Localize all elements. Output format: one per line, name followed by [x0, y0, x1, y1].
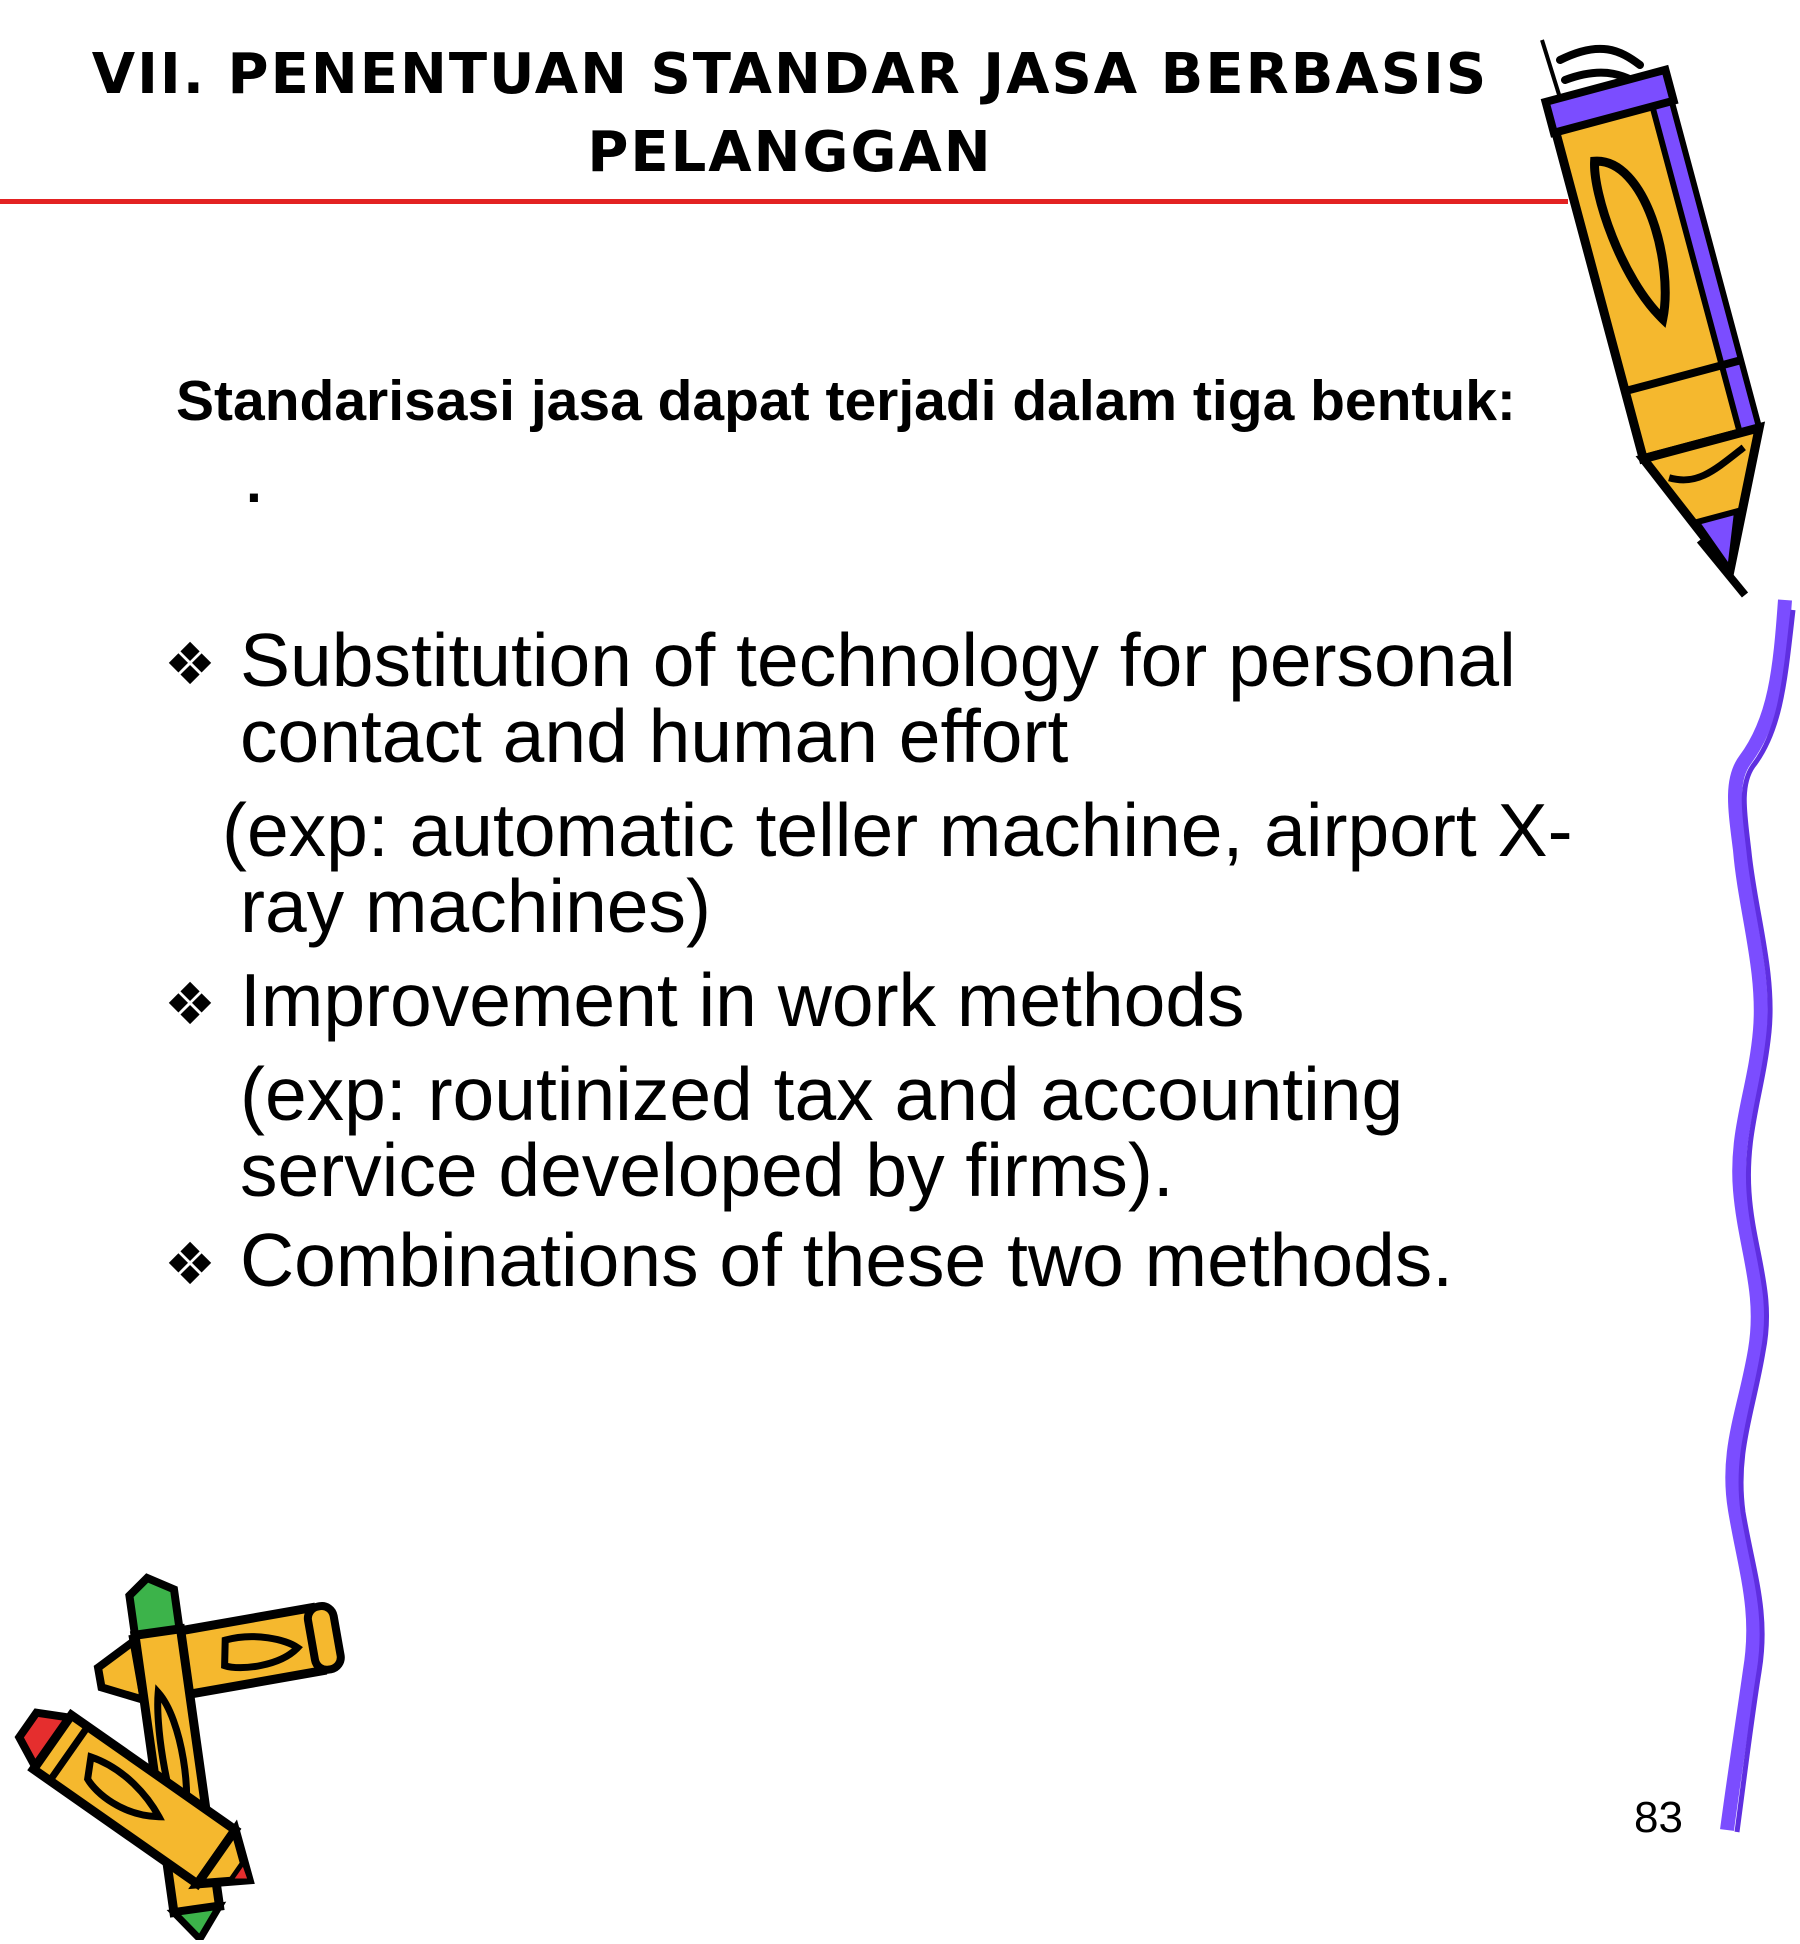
bullet-2-example-line-1: (exp: routinized tax and accounting	[240, 1052, 1404, 1136]
bullet-1-line-1: Substitution of technology for personal	[240, 618, 1516, 702]
intro-text: Standarisasi jasa dapat terjadi dalam tiga bentuk:	[176, 369, 1516, 433]
wavy-border	[1705, 590, 1800, 1840]
bullet-2-example-line-2: service developed by firms).	[240, 1128, 1174, 1212]
bullet-icon: ❖	[164, 970, 216, 1038]
bullet-1-line-2: contact and human effort	[240, 694, 1069, 778]
pencil-icon	[1530, 20, 1780, 610]
bullet-icon: ❖	[164, 630, 216, 698]
slide-title-line-2: PELANGGAN	[587, 120, 993, 185]
bullet-1-example-line-1: (exp: automatic teller machine, airport X-	[222, 788, 1573, 872]
intro-dot: .	[246, 451, 262, 515]
bullet-icon: ❖	[164, 1230, 216, 1298]
slide-title-line-1: VII. PENENTUAN STANDAR JASA BERBASIS	[91, 42, 1489, 107]
crossed-crayons-icon	[0, 1570, 360, 1940]
bullet-3-line-1: Combinations of these two methods.	[240, 1218, 1454, 1302]
bullet-2-line-1: Improvement in work methods	[240, 958, 1245, 1042]
page-number: 83	[1634, 1793, 1683, 1842]
title-divider	[0, 199, 1568, 204]
bullet-1-example-line-2: ray machines)	[240, 864, 711, 948]
